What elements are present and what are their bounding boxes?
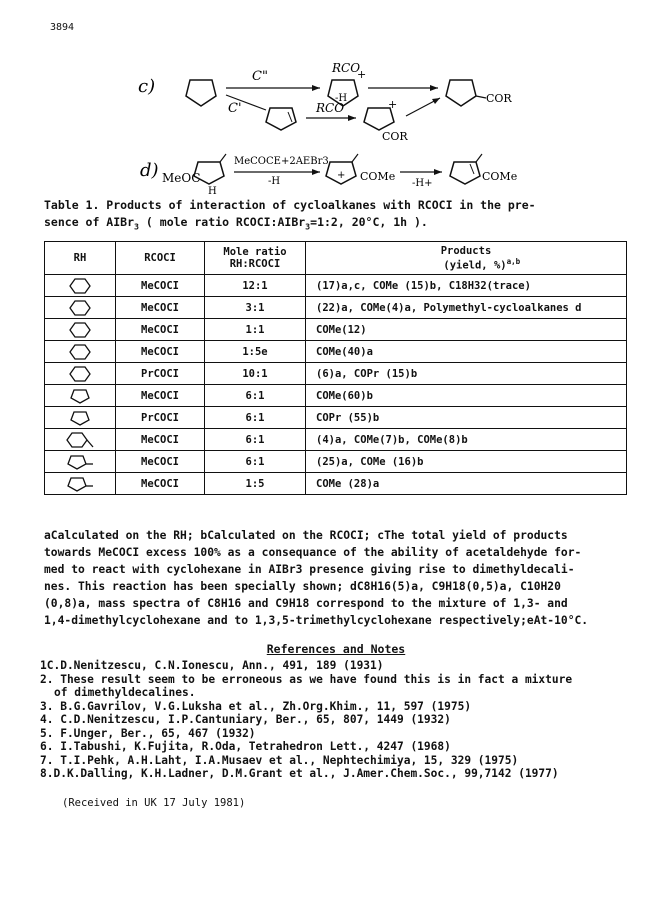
received-date: (Received in UK 17 July 1981) [62,797,246,809]
scheme-d-reagent: MeCOCE+2AEBr3 [234,156,329,167]
footnote-line: aCalculated on the RH; bCalculated on the RCOCI; cThe total yield of products [44,529,568,542]
methylcyclopentenyl-ketone-ring [450,162,480,184]
rcoci-cell: MeCOCI [116,429,205,451]
scheme-c-final: COR [486,92,512,105]
reference-item: 8.D.K.Dalling, K.H.Ladner, D.M.Grant et al., J.Amer.Chem.Soc., 99,7142 (1977) [40,767,559,780]
cyclopentane-icon [69,387,91,405]
svg-text:+: + [388,98,398,111]
products-cell: COMe (28)a [306,473,627,495]
footnote-line: 1,4-dimethylcyclohexane and to 1,3,5-trimethylcyclohexane respectively;eAt-10°C. [44,614,589,627]
rcoci-cell: MeCOCI [116,385,205,407]
table-row [45,297,627,319]
header-rh: RH [45,242,116,275]
cyclopentane-ring [186,80,216,106]
cyclopentane-icon [69,409,91,427]
rcoci-cell: PrCOCI [116,363,205,385]
references-list [40,659,650,781]
scheme-c-product-sub: COR [382,130,408,143]
ratio-cell: 10:1 [205,363,306,385]
scheme-c-reagent-mid: RCO [316,101,345,115]
table-row [45,319,627,341]
ratio-cell: 3:1 [205,297,306,319]
svg-text:+: + [357,68,367,81]
reference-item: 4. C.D.Nenitzescu, I.P.Cantuniary, Ber., 65, 807, 1449 (1932) [40,713,451,726]
rh-structure [45,319,116,341]
products-cell: COPr (55)b [306,407,627,429]
rcoci-cell: PrCOCI [116,407,205,429]
footnote-line: towards MeCOCI excess 100% as a consequance of the ability of acetaldehyde for- [44,546,582,559]
table-caption [44,197,634,235]
rcoci-cell: MeCOCI [116,275,205,297]
products-cell: (4)a, COMe(7)b, COMe(8)b [306,429,627,451]
header-ratio: Mole ratio RH:RCOCI [205,242,306,275]
reference-item: 5. F.Unger, Ber., 65, 467 (1932) [40,726,256,740]
scheme-d-inter: COMe [360,170,396,183]
ratio-cell: 12:1 [205,275,306,297]
scheme-c-arrow-top: C" [252,69,268,84]
methylcyclopentane-icon [66,475,94,493]
rcoci-cell: MeCOCI [116,341,205,363]
rcoci-cell: MeCOCI [116,319,205,341]
header-products: Products (yield, %)$^{a,b}$ [306,242,627,275]
scheme-d-final: COMe [482,170,518,183]
ratio-cell: 6:1 [205,407,306,429]
cyclopentyl-ketone-ring [446,80,476,106]
table-row [45,363,627,385]
header-rcoci: RCOCI [116,242,205,275]
products-cell: (17)a,c, COMe (15)b, C18H32(trace) [306,275,627,297]
caption-line1: Table 1. Products of interaction of cycloalkanes with RCOCI in the pre- [44,198,536,212]
footnote-line: (0,8)a, mass spectra of C8H16 and C9H18 correspond to the mixture of 1,3- and [44,597,568,610]
rh-structure [45,407,116,429]
rh-structure [45,275,116,297]
cyclohexane-icon [69,343,91,361]
rh-structure [45,297,116,319]
caption-line2: sence of AIBr$_3$ ( mole ratio RCOCI:AIBr$_3$=1:2, 20°C, 1h ). [44,215,428,232]
table-row [45,341,627,363]
scheme-c-label: c) [138,76,156,97]
ratio-cell: 1:5 [205,473,306,495]
table-row [45,451,627,473]
scheme-d-arrow2: -H+ [412,178,433,189]
rh-structure [45,473,116,495]
reaction-scheme [120,50,540,195]
reference-item: 3. B.G.Gavrilov, V.G.Luksha et al., Zh.Org.Khim., 11, 597 (1975) [40,699,472,713]
rh-structure [45,385,116,407]
cyclohexane-icon [69,365,91,383]
references-heading: References and Notes [266,642,406,656]
cyclohexane-icon [69,321,91,339]
scheme-d-start-group: MeOC [162,171,201,185]
rh-structure [45,451,116,473]
scheme-d-start-h: H [208,186,217,195]
scheme-c-reagent-top: RCO [332,61,361,75]
rh-structure [45,363,116,385]
products-cell: COMe(12) [306,319,627,341]
ratio-cell: 1:1 [205,319,306,341]
page-number: 3894 [50,22,75,33]
products-cell: (6)a, COPr (15)b [306,363,627,385]
ratio-cell: 1:5e [205,341,306,363]
products-cell: COMe(60)b [306,385,627,407]
rh-structure [45,429,116,451]
reference-item-continuation: of dimethyldecalines. [54,686,196,699]
cyclopentene-ring [266,108,296,130]
cyclohexane-icon [69,299,91,317]
products-cell: (22)a, COMe(4)a, Polymethyl-cycloalkanes d [306,297,627,319]
svg-text:+: + [337,170,346,181]
rh-structure [45,341,116,363]
rcoci-cell: MeCOCI [116,473,205,495]
products-table [44,241,627,495]
ratio-cell: 6:1 [205,429,306,451]
footnote-line: nes. This reaction has been specially shown; dC8H16(5)a, C9H18(0,5)a, C10H20 [44,580,561,593]
table-row [45,275,627,297]
acyl-cation-ring [364,108,394,130]
rcoci-cell: MeCOCI [116,451,205,473]
ratio-cell: 6:1 [205,385,306,407]
rcoci-cell: MeCOCI [116,297,205,319]
table-row [45,407,627,429]
table-row [45,385,627,407]
table-row [45,473,627,495]
reference-item: 6. I.Tabushi, K.Fujita, R.Oda, Tetrahedron Lett., 4247 (1968) [40,740,451,753]
reference-item: 7. T.I.Pehk, A.H.Laht, I.A.Musaev et al., Nephtechimiya, 15, 329 (1975) [40,753,519,767]
methylcyclopentane-icon [66,453,94,471]
products-cell: (25)a, COMe (16)b [306,451,627,473]
scheme-d-label: d) [140,160,159,181]
reference-item: 2. These result seem to be erroneous as we have found this is in fact a mixture [40,672,573,686]
scheme-d-reagent-sub: -H [268,176,281,187]
footnote-line: med to react with cyclohexane in AIBr3 presence giving rise to dimethyldecali- [44,563,575,576]
methylcyclohexane-icon [66,431,94,449]
table-row [45,429,627,451]
table-footnotes [44,527,644,629]
ratio-cell: 6:1 [205,451,306,473]
products-cell: COMe(40)a [306,341,627,363]
cyclohexane-icon [69,277,91,295]
scheme-c-arrow-mid: C' [228,101,242,116]
reference-item: 1C.D.Nenitzescu, C.N.Ionescu, Ann., 491, 189 (1931) [40,659,384,672]
scheme-c-reagent-top-sub: -H [335,93,348,104]
